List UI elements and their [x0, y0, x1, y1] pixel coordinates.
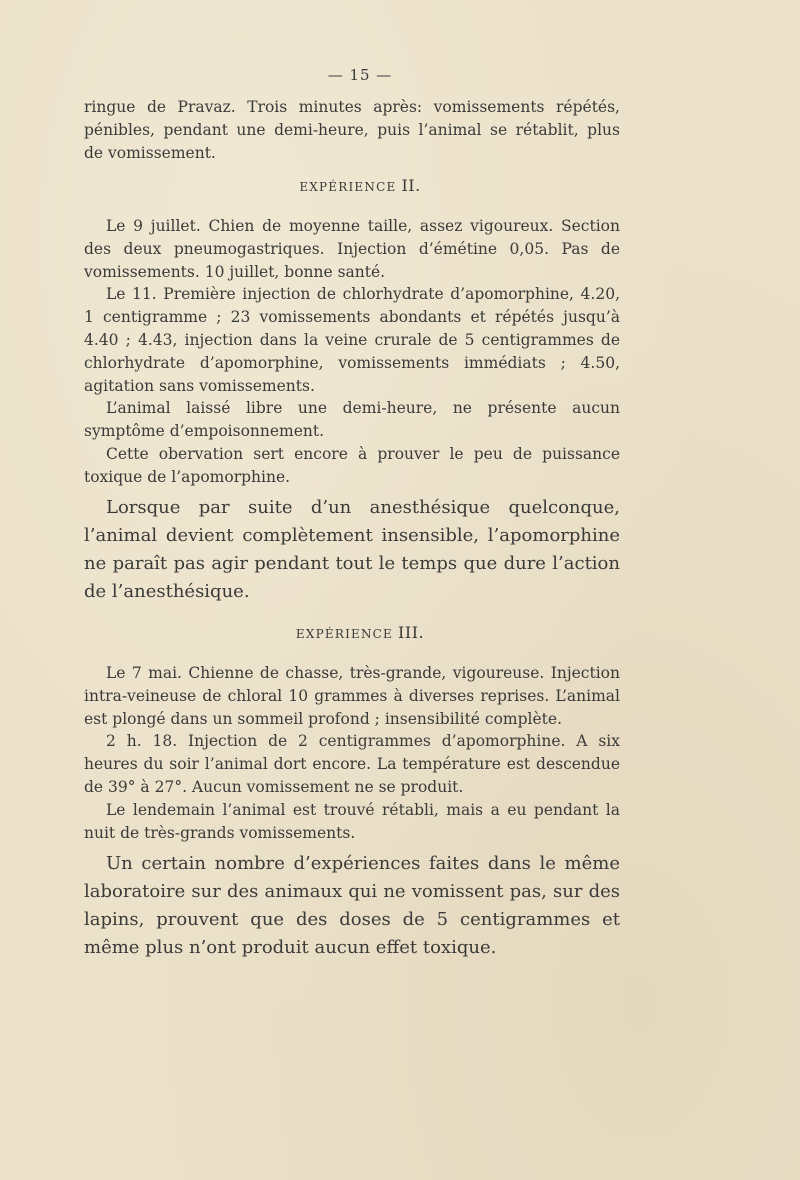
experiment-paragraph: Le 9 juillet. Chien de moyenne taille, assez vigoureux. Section des deux pneumogastriques. Injection d’émétine 0,05. Pas de vomissements. 10 juillet, bonne santé.	[84, 217, 620, 281]
experiment-paragraph: Le lendemain l’animal est trouvé rétabli, mais a eu pendant la nuit de très-grands vomissements.	[84, 800, 620, 842]
heading-number: III.	[398, 623, 425, 642]
experiment-3-heading	[0, 623, 720, 642]
experiment-3-body	[84, 662, 620, 844]
page-number: — 15 —	[327, 66, 393, 84]
intro-paragraph	[84, 96, 620, 164]
intro-line: ringue de Pravaz. Trois minutes après: vomissements répétés,	[84, 98, 620, 116]
final-paragraph	[84, 850, 620, 962]
intro-line: pénibles, pendant une demi-heure, puis l’animal se rétablit, plus	[84, 120, 620, 139]
heading-word: EXPÉRIENCE	[299, 180, 397, 194]
experiment-2-body	[84, 215, 620, 489]
experiment-2-heading	[0, 176, 720, 195]
body-paragraph: Lorsque par suite d’un anesthésique quelconque, l’animal devient complètement insensible, l’apomorphine ne paraît pas agir pendant tout le temps que dure l’action de l’anesthésique.	[84, 497, 620, 602]
intro-line: de vomissement.	[84, 143, 216, 162]
experiment-paragraph: Le 7 mai. Chienne de chasse, très-grande, vigoureuse. Injection intra-veineuse de chloral 10 grammes à diverses reprises. L’animal est plongé dans un sommeil profond ; insensibilité complète.	[84, 664, 620, 728]
body-paragraph: Un certain nombre d’expériences faites dans le même laboratoire sur des animaux qui ne vomissent pas, sur des lapins, prouvent que des doses de 5 centigrammes et même plus n’ont produit aucun effet toxique.	[84, 853, 620, 958]
experiment-paragraph: L’animal laissé libre une demi-heure, ne présente aucun symptôme d’empoisonnement.	[84, 399, 620, 441]
experiment-paragraph: Cette obervation sert encore à prouver le peu de puissance toxique de l’apomorphine.	[84, 444, 620, 486]
heading-word: EXPÉRIENCE	[295, 627, 394, 641]
experiment-paragraph: 2 h. 18. Injection de 2 centigrammes d’apomorphine. A six heures du soir l’animal dort encore. La température est descendue de 39° à 27°. Aucun vomissement ne se produit.	[84, 732, 620, 796]
heading-number: II.	[401, 176, 421, 195]
experiment-paragraph: Le 11. Première injection de chlorhydrate d’apomorphine, 4.20, 1 centigramme ; 23 vomissements abondants et répétés jusqu’à 4.40 ; 4.43, injection dans la veine crurale de 5 centigrammes de chlorhydrate d’apomorphine, vomissements immédiats ; 4.50, agitation sans vomissements.	[84, 285, 620, 395]
middle-paragraph	[84, 494, 620, 606]
